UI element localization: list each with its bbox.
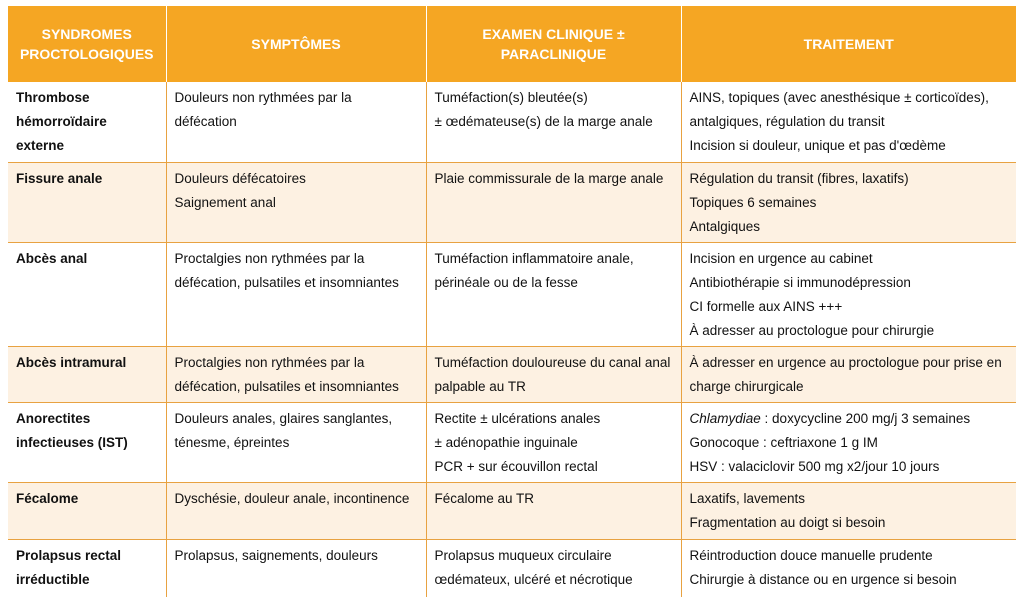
traitement-line: CI formelle aux AINS +++	[689, 298, 843, 314]
symptomes-cell	[166, 402, 426, 482]
header-traitement: TRAITEMENT	[681, 6, 1016, 82]
table-row	[8, 402, 1016, 482]
examen-text: Fécalome au TR	[434, 490, 535, 506]
examen-line: Tuméfaction(s) bleutée(s)	[434, 90, 588, 105]
syndrome-name: Fécalome	[16, 490, 79, 506]
traitement-line: Incision en urgence au cabinet	[689, 250, 873, 266]
examen-line: PCR + sur écouvillon rectal	[434, 458, 598, 474]
syndrome-cell	[8, 482, 166, 539]
traitement-line: Antibiothérapie si immunodépression	[689, 274, 911, 290]
examen-text: Tuméfaction inflammatoire anale, périnéale ou de la fesse	[434, 250, 634, 290]
table-row	[8, 346, 1016, 402]
syndrome-name: Abcès anal	[16, 250, 88, 266]
traitement-line: Régulation du transit (fibres, laxatifs)	[689, 170, 909, 186]
table-row	[8, 162, 1016, 242]
symptomes-text: Proctalgies non rythmées par la défécation, pulsatiles et insomniantes	[174, 250, 399, 290]
symptomes-cell	[166, 82, 426, 162]
chlamydiae-treatment: : doxycycline 200 mg/j 3 semaines	[760, 410, 971, 426]
table-row	[8, 482, 1016, 539]
syndrome-cell	[8, 82, 166, 162]
symptomes-line: Douleurs défécatoires	[174, 170, 306, 186]
syndrome-name: Prolapsus rectal irréductible	[16, 547, 122, 587]
symptomes-cell	[166, 482, 426, 539]
traitement-line: Laxatifs, lavements	[689, 490, 806, 506]
syndrome-name: Thrombose hémorroïdaire externe	[16, 90, 107, 153]
traitement-cell	[681, 482, 1016, 539]
traitement-line: À adresser au proctologue pour chirurgie	[689, 322, 935, 338]
examen-cell	[426, 402, 681, 482]
examen-text: Prolapsus muqueux circulaire œdémateux, ulcéré et nécrotique	[434, 547, 633, 587]
symptomes-text: Prolapsus, saignements, douleurs	[174, 547, 378, 563]
examen-line: Rectite ± ulcérations anales	[434, 410, 601, 426]
symptomes-text: Douleurs non rythmées par la défécation	[174, 90, 352, 129]
symptomes-cell	[166, 346, 426, 402]
header-examen: EXAMEN CLINIQUE ± PARACLINIQUE	[426, 6, 681, 82]
traitement-cell	[681, 346, 1016, 402]
syndrome-cell	[8, 162, 166, 242]
traitement-line: Topiques 6 semaines	[689, 194, 817, 210]
table-row	[8, 82, 1016, 162]
examen-cell	[426, 162, 681, 242]
examen-line: ± adénopathie inguinale	[434, 434, 578, 450]
traitement-cell	[681, 82, 1016, 162]
traitement-cell	[681, 162, 1016, 242]
traitement-line: Incision si douleur, unique et pas d'œdème	[689, 138, 946, 153]
symptomes-text: Douleurs anales, glaires sanglantes, ténesme, épreintes	[174, 410, 393, 450]
traitement-line: Fragmentation au doigt si besoin	[689, 514, 886, 530]
examen-text: Plaie commissurale de la marge anale	[434, 170, 664, 186]
header-symptomes: SYMPTÔMES	[166, 6, 426, 82]
examen-text: Tuméfaction douloureuse du canal anal palpable au TR	[434, 354, 671, 394]
traitement-cell	[681, 242, 1016, 346]
traitement-line: AINS, topiques (avec anesthésique ± corticoïdes), antalgiques, régulation du transit	[689, 90, 989, 129]
traitement-line: Chirurgie à distance ou en urgence si besoin	[689, 571, 957, 587]
traitement-text: À adresser en urgence au proctologue pour prise en charge chirurgicale	[689, 354, 1002, 394]
header-syndromes: SYNDROMES PROCTOLOGIQUES	[8, 6, 166, 82]
symptomes-line: Saignement anal	[174, 194, 276, 210]
syndrome-cell	[8, 539, 166, 597]
syndrome-name: Abcès intramural	[16, 354, 127, 370]
table-row	[8, 242, 1016, 346]
examen-cell	[426, 82, 681, 162]
chlamydiae-label: Chlamydiae	[689, 410, 761, 426]
syndrome-name: Fissure anale	[16, 170, 103, 186]
syndrome-name: Anorectites infectieuses (IST)	[16, 410, 128, 450]
traitement-line: Réintroduction douce manuelle prudente	[689, 547, 933, 563]
syndrome-cell	[8, 402, 166, 482]
symptomes-text: Proctalgies non rythmées par la défécation, pulsatiles et insomniantes	[174, 354, 399, 394]
traitement-cell	[681, 402, 1016, 482]
traitement-cell	[681, 539, 1016, 597]
syndrome-cell	[8, 346, 166, 402]
traitement-line: Gonocoque : ceftriaxone 1 g IM	[689, 434, 878, 450]
traitement-line: HSV : valaciclovir 500 mg x2/jour 10 jours	[689, 458, 940, 474]
examen-cell	[426, 539, 681, 597]
traitement-line: Antalgiques	[689, 218, 761, 234]
symptomes-cell	[166, 242, 426, 346]
examen-cell	[426, 346, 681, 402]
examen-cell	[426, 482, 681, 539]
header-row	[8, 6, 1016, 82]
symptomes-text: Dyschésie, douleur anale, incontinence	[174, 490, 410, 506]
symptomes-cell	[166, 539, 426, 597]
proctology-table	[8, 6, 1016, 597]
symptomes-cell	[166, 162, 426, 242]
syndrome-cell	[8, 242, 166, 346]
traitement-line	[690, 407, 1009, 431]
examen-cell	[426, 242, 681, 346]
table-row	[8, 539, 1016, 597]
examen-line: ± œdémateuse(s) de la marge anale	[434, 114, 653, 129]
